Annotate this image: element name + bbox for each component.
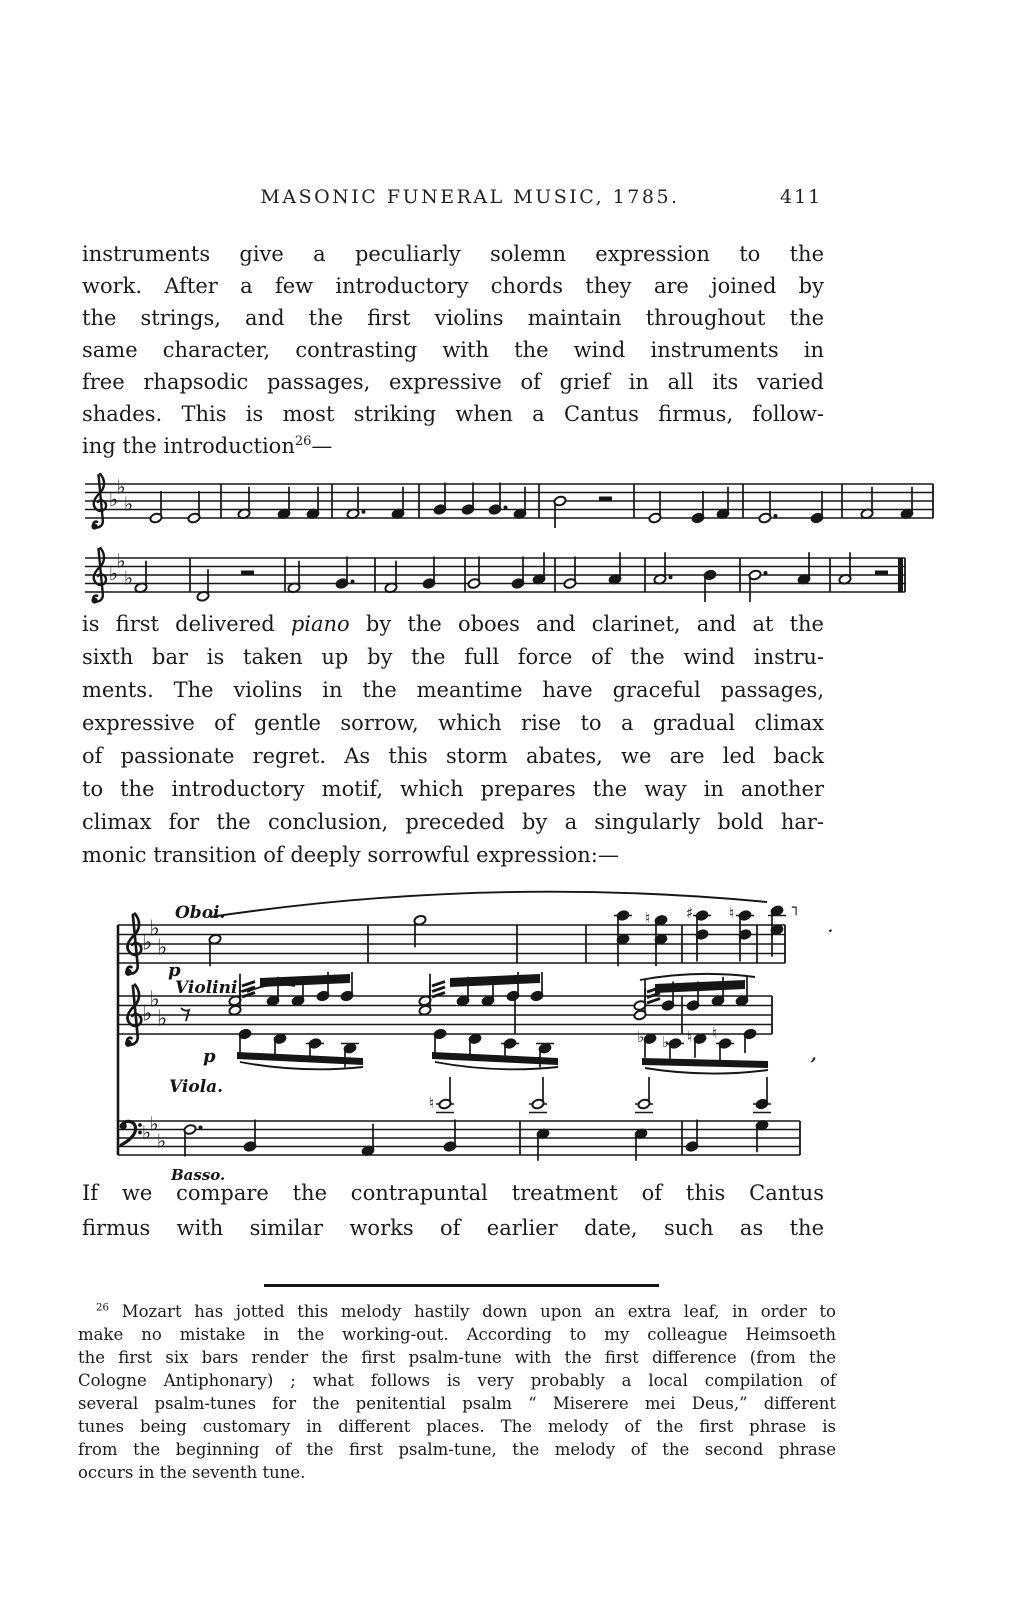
text-line: sixth bar is taken up by the full force of the wind instru- [82,645,824,669]
footnote-separator [264,1284,659,1287]
music-label: p [203,1046,216,1067]
svg-text:♭: ♭ [149,916,160,942]
text-line: free rhapsodic passages, expressive of grief in all its varied [82,370,824,394]
music-label: p [168,960,181,981]
text-line: same character, contrasting with the wind instruments in [82,338,824,362]
music-example-cantus-firmus [80,452,960,610]
svg-text:♮: ♮ [729,904,735,922]
paragraph-3 [82,1176,824,1246]
music-label: ┐ [792,900,801,916]
svg-text:♮: ♮ [645,909,651,927]
paragraph-2 [82,608,824,872]
music-label: Violini. [175,978,244,998]
svg-text:♭: ♭ [149,987,160,1013]
text-line: instruments give a peculiarly solemn expression to the [82,242,824,266]
paragraph-1 [82,238,824,462]
text-line: ing the introduction$^{26}$— [82,434,333,458]
svg-text:♭: ♭ [157,1129,167,1153]
text-line: occurs in the seventh tune. [78,1463,306,1482]
music-label: Basso. [171,1166,226,1184]
svg-text:♭: ♭ [157,1006,168,1032]
music-example-cantus-firmus-svg [80,452,960,610]
svg-text:♭: ♭ [142,930,153,956]
svg-text:♭: ♭ [662,1033,670,1051]
text-line: make no mistake in the working-out. According to my colleague Heimsoeth [78,1325,836,1344]
text-line: firmus with similar works of earlier date, such as the [82,1216,824,1240]
text-line: climax for the conclusion, preceded by a singularly bold har- [82,810,824,834]
text-line: shades. This is most striking when a Cantus firmus, follow- [82,402,824,426]
text-line: from the beginning of the first psalm-tune, the melody of the second phrase [78,1440,836,1459]
svg-text:♮: ♮ [687,1028,693,1046]
music-label: Viola. [169,1077,224,1097]
text-line: the strings, and the first violins maintain throughout the [82,306,824,330]
text-line: several psalm-tunes for the penitential psalm “ Miserere mei Deus,” different [78,1394,836,1413]
text-line: ments. The violins in the meantime have graceful passages, [82,678,824,702]
text-line: tunes being customary in different places. The melody of the first phrase is [78,1417,836,1436]
music-label: Oboi. [175,903,226,923]
svg-text:♮: ♮ [429,1094,435,1112]
svg-text:♮: ♮ [712,1024,718,1042]
page-header-title: MASONIC FUNERAL MUSIC, 1785. [260,186,680,208]
music-label: . [828,920,833,936]
text-line: $^{26}$ Mozart has jotted this melody hastily down upon an extra leaf, in order to [96,1302,836,1321]
text-line: expressive of gentle sorrow, which rise to a gradual climax [82,711,824,735]
svg-text:♭: ♭ [637,1028,645,1046]
text-line: If we compare the contrapuntal treatment of this Cantus [82,1181,824,1205]
text-line: to the introductory motif, which prepares the way in another [82,777,824,801]
svg-text:♭: ♭ [124,492,134,516]
music-example-score [95,862,1005,1197]
svg-text:♭: ♭ [142,1120,152,1144]
music-label: , [811,1045,817,1064]
svg-text:♭: ♭ [109,562,119,586]
svg-text:♭: ♭ [116,549,126,573]
text-line: is first delivered piano by the oboes and clarinet, and at the [82,612,824,636]
svg-text:♭: ♭ [124,566,134,590]
text-line: Cologne Antiphonary) ; what follows is very probably a local compilation of [78,1371,836,1390]
svg-text:♭: ♭ [116,475,126,499]
svg-text:♯: ♯ [686,904,694,922]
svg-text:♭: ♭ [142,1001,153,1027]
svg-text:♭: ♭ [157,935,168,961]
music-example-score-svg [95,862,1005,1197]
text-line: of passionate regret. As this storm abates, we are led back [82,744,824,768]
footnote [78,1300,836,1484]
text-line: the first six bars render the first psalm-tune with the first difference (from the [78,1348,836,1367]
svg-text:♭: ♭ [109,488,119,512]
text-line: work. After a few introductory chords they are joined by [82,274,824,298]
page-number: 411 [780,186,823,208]
text-line: monic transition of deeply sorrowful expression:— [82,843,619,867]
svg-text:♭: ♭ [149,1112,159,1136]
